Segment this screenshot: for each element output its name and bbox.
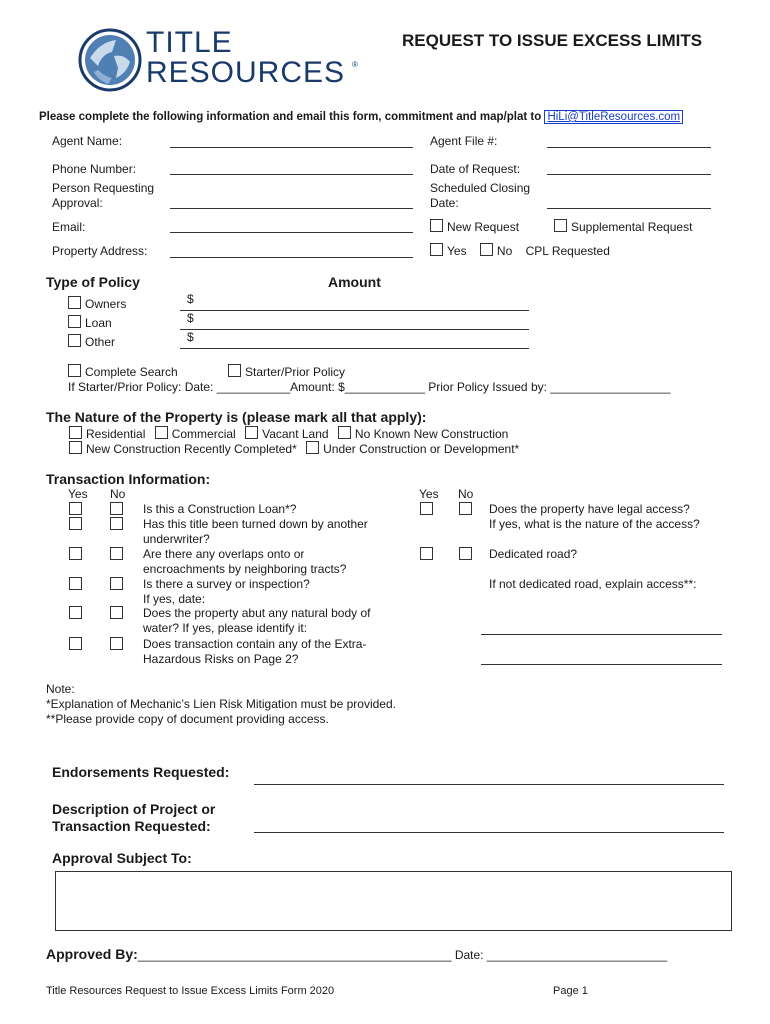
agent-file-label: Agent File #: xyxy=(430,134,498,148)
complete-search-label: Complete Search xyxy=(85,365,178,379)
owners-checkbox[interactable] xyxy=(68,296,81,309)
description-label-line2: Transaction Requested: xyxy=(52,818,211,834)
legal-access-no-checkbox[interactable] xyxy=(459,502,472,515)
type-of-policy-heading: Type of Policy xyxy=(46,274,140,290)
question-survey-line1: Is there a survey or inspection? xyxy=(143,577,310,591)
note-label: Note: xyxy=(46,682,75,696)
under-construction-label: Under Construction or Development* xyxy=(323,442,520,456)
no-known-construction-checkbox[interactable] xyxy=(338,426,351,439)
complete-search-option[interactable] xyxy=(68,364,178,379)
survey-yes-checkbox[interactable] xyxy=(69,577,82,590)
question-overlaps-line1: Are there any overlaps onto or xyxy=(143,547,305,561)
question-water-line1: Does the property abut any natural body of xyxy=(143,606,371,620)
residential-checkbox[interactable] xyxy=(69,426,82,439)
policy-loan-option[interactable] xyxy=(68,315,112,330)
question-water-line2: water? If yes, please identify it: xyxy=(143,621,308,635)
approved-by-row xyxy=(46,946,667,962)
left-yes-header: Yes xyxy=(68,487,88,501)
nature-row-2 xyxy=(69,441,519,456)
explain-access-label: If not dedicated road, explain access**: xyxy=(489,577,697,591)
supplemental-request-label: Supplemental Request xyxy=(571,220,693,234)
date-request-input[interactable] xyxy=(547,174,711,175)
new-request-checkbox[interactable] xyxy=(430,219,443,232)
amount-heading: Amount xyxy=(328,274,381,290)
complete-search-checkbox[interactable] xyxy=(68,364,81,377)
email-label: Email: xyxy=(52,220,86,234)
email-link[interactable]: HiLi@TitleResources.com xyxy=(544,110,683,124)
loan-amount-currency: $ xyxy=(187,311,194,325)
note-mechanics-lien: *Explanation of Mechanic’s Lien Risk Mitigation must be provided. xyxy=(46,697,396,711)
question-dedicated-road: Dedicated road? xyxy=(489,547,578,561)
approval-subject-label: Approval Subject To: xyxy=(52,850,192,866)
phone-input[interactable] xyxy=(170,174,413,175)
form-title: REQUEST TO ISSUE EXCESS LIMITS xyxy=(402,31,703,50)
loan-checkbox[interactable] xyxy=(68,315,81,328)
turned-down-yes-checkbox[interactable] xyxy=(69,517,82,530)
owners-amount-currency: $ xyxy=(187,292,194,306)
footer-page-number: Page 1 xyxy=(553,985,588,997)
agent-name-input[interactable] xyxy=(170,147,413,148)
approved-by-input[interactable]: _______________________________________________ xyxy=(137,948,452,962)
other-label: Other xyxy=(85,335,116,349)
scheduled-closing-date-label: Date: xyxy=(430,196,459,210)
date-request-label: Date of Request: xyxy=(430,162,521,176)
loan-amount-input[interactable] xyxy=(180,329,529,330)
under-construction-checkbox[interactable] xyxy=(306,441,319,454)
company-logo xyxy=(78,28,358,94)
legal-access-yes-checkbox[interactable] xyxy=(420,502,433,515)
loan-label: Loan xyxy=(85,316,112,330)
vacant-land-label: Vacant Land xyxy=(262,427,329,441)
instructions-text: Please complete the following information and email this form, commitment and map/plat to xyxy=(39,111,542,123)
cpl-no-label: No xyxy=(496,244,513,258)
starter-prior-option[interactable] xyxy=(228,364,345,379)
property-address-label: Property Address: xyxy=(52,244,148,258)
description-input[interactable] xyxy=(254,832,724,833)
note-access-document: **Please provide copy of document providing access. xyxy=(46,712,329,726)
other-amount-currency: $ xyxy=(187,330,194,344)
commercial-label: Commercial xyxy=(171,427,236,441)
supplemental-request-checkbox[interactable] xyxy=(554,219,567,232)
overlaps-no-checkbox[interactable] xyxy=(110,547,123,560)
starter-prior-details: If Starter/Prior Policy: Date: ___________Amount: $____________ Prior Policy Issued by: __________________ xyxy=(68,380,671,394)
agent-name-label: Agent Name: xyxy=(52,134,123,148)
dedicated-road-yes-checkbox[interactable] xyxy=(420,547,433,560)
question-legal-access-line1: Does the property have legal access? xyxy=(489,502,690,516)
description-label-line1: Description of Project or xyxy=(52,801,216,817)
cpl-requested-label: CPL Requested xyxy=(525,244,610,258)
owners-label: Owners xyxy=(85,297,127,311)
phone-label: Phone Number: xyxy=(52,162,137,176)
approval-subject-textarea[interactable] xyxy=(55,871,732,931)
approved-by-label: Approved By: xyxy=(46,946,138,962)
starter-prior-label: Starter/Prior Policy xyxy=(245,365,346,379)
policy-owners-option[interactable] xyxy=(68,296,126,311)
construction-loan-no-checkbox[interactable] xyxy=(110,502,123,515)
agent-file-input[interactable] xyxy=(547,147,711,148)
new-request-label: New Request xyxy=(447,220,520,234)
cpl-yes-label: Yes xyxy=(447,244,467,258)
nature-heading: The Nature of the Property is (please mark all that apply): xyxy=(46,409,427,425)
question-hazardous-line2: Hazardous Risks on Page 2? xyxy=(143,652,299,666)
question-overlaps-line2: encroachments by neighboring tracts? xyxy=(143,562,347,576)
vacant-land-checkbox[interactable] xyxy=(245,426,258,439)
registered-mark: ® xyxy=(352,60,358,69)
new-request-option[interactable] xyxy=(430,219,519,234)
policy-other-option[interactable] xyxy=(68,334,115,349)
approved-date-field[interactable]: Date: ___________________________ xyxy=(454,948,668,962)
nature-row-1 xyxy=(69,426,508,441)
explain-access-input-1[interactable] xyxy=(481,634,722,635)
cpl-no-checkbox[interactable] xyxy=(480,243,493,256)
question-turned-down-line1: Has this title been turned down by another xyxy=(143,517,368,531)
construction-loan-yes-checkbox[interactable] xyxy=(69,502,82,515)
hazardous-yes-checkbox[interactable] xyxy=(69,637,82,650)
question-hazardous-line1: Does transaction contain any of the Extra- xyxy=(143,637,367,651)
explain-access-input-2[interactable] xyxy=(481,664,722,665)
email-input[interactable] xyxy=(170,232,413,233)
question-turned-down-line2: underwriter? xyxy=(143,532,210,546)
scheduled-closing-label: Scheduled Closing xyxy=(430,181,531,195)
endorsements-label: Endorsements Requested: xyxy=(52,764,230,780)
transaction-heading: Transaction Information: xyxy=(46,471,211,487)
survey-no-checkbox[interactable] xyxy=(110,577,123,590)
instructions xyxy=(39,111,683,123)
right-no-header: No xyxy=(458,487,474,501)
question-construction-loan: Is this a Construction Loan*? xyxy=(143,502,297,516)
question-survey-line2: If yes, date: xyxy=(143,592,206,606)
other-checkbox[interactable] xyxy=(68,334,81,347)
turned-down-no-checkbox[interactable] xyxy=(110,517,123,530)
water-yes-checkbox[interactable] xyxy=(69,606,82,619)
right-yes-header: Yes xyxy=(419,487,439,501)
supplemental-request-option[interactable] xyxy=(554,219,692,234)
logo-text-title: TITLE xyxy=(146,26,233,59)
endorsements-input[interactable] xyxy=(254,784,724,785)
dedicated-road-no-checkbox[interactable] xyxy=(459,547,472,560)
no-known-construction-label: No Known New Construction xyxy=(354,427,509,441)
logo-text-resources: RESOURCES xyxy=(146,56,346,89)
water-no-checkbox[interactable] xyxy=(110,606,123,619)
globe-logo-icon xyxy=(78,28,142,92)
cpl-requested-row xyxy=(430,243,610,258)
person-requesting-label: Person Requesting xyxy=(52,181,155,195)
starter-prior-checkbox[interactable] xyxy=(228,364,241,377)
hazardous-no-checkbox[interactable] xyxy=(110,637,123,650)
footer-form-name: Title Resources Request to Issue Excess Limits Form 2020 xyxy=(46,985,335,997)
residential-label: Residential xyxy=(86,427,146,441)
new-construction-label: New Construction Recently Completed* xyxy=(86,442,297,456)
other-amount-input[interactable] xyxy=(180,348,529,349)
question-legal-access-line2: If yes, what is the nature of the access? xyxy=(489,517,700,531)
property-address-input[interactable] xyxy=(170,257,413,258)
left-no-header: No xyxy=(110,487,126,501)
new-construction-checkbox[interactable] xyxy=(69,441,82,454)
scheduled-closing-input[interactable] xyxy=(547,208,711,209)
overlaps-yes-checkbox[interactable] xyxy=(69,547,82,560)
owners-amount-input[interactable] xyxy=(180,310,529,311)
cpl-yes-checkbox[interactable] xyxy=(430,243,443,256)
person-requesting-input[interactable] xyxy=(170,208,413,209)
approval-label: Approval: xyxy=(52,196,103,210)
commercial-checkbox[interactable] xyxy=(155,426,168,439)
